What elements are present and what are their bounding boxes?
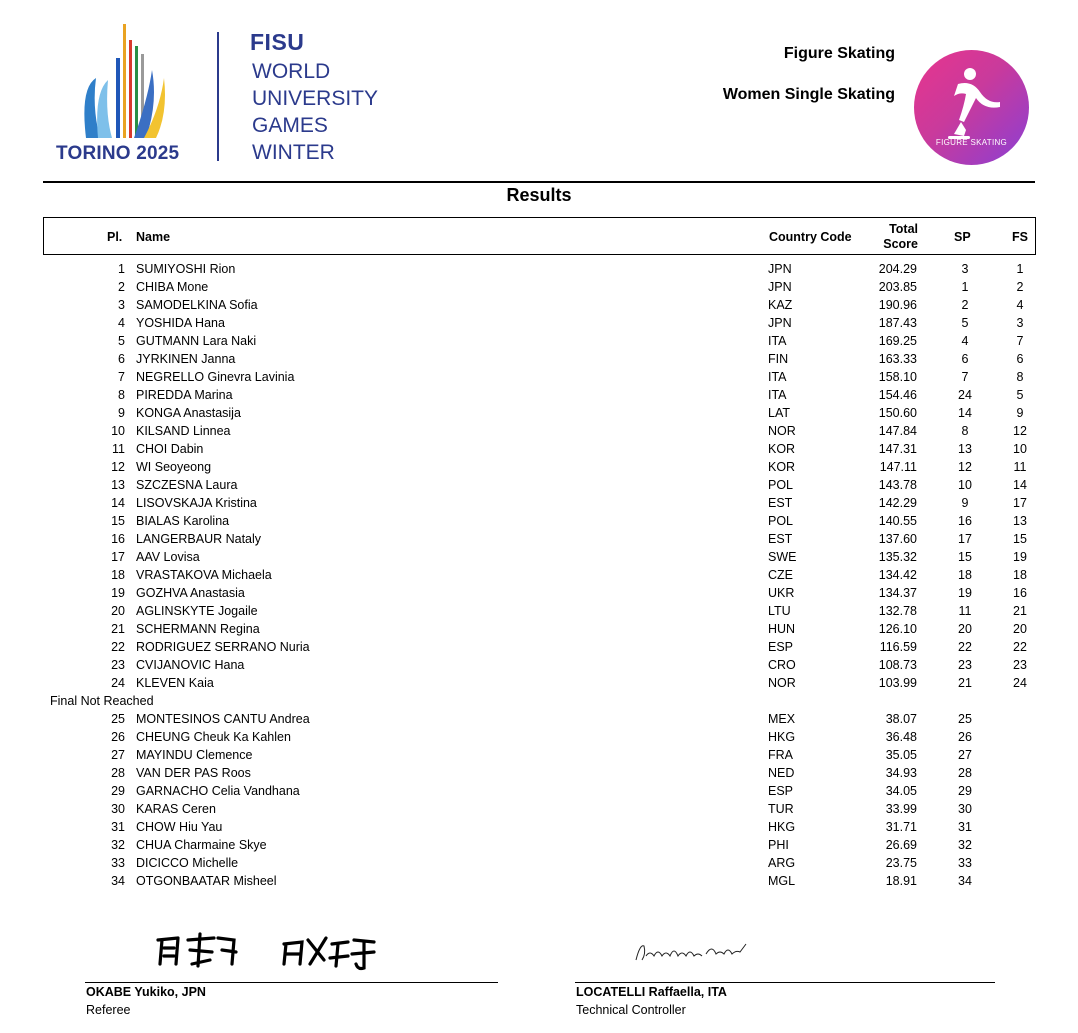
name-cell: KONGA Anastasija xyxy=(136,406,241,420)
section-label-final-not-reached: Final Not Reached xyxy=(50,694,154,708)
fs-rank-cell: 7 xyxy=(1016,334,1024,348)
name-cell: CHUA Charmaine Skye xyxy=(136,838,267,852)
total-score-cell: 18.91 xyxy=(885,874,917,888)
place-cell: 23 xyxy=(111,658,125,672)
place-cell: 31 xyxy=(111,820,125,834)
place-cell: 3 xyxy=(118,298,125,312)
sp-rank-cell: 7 xyxy=(961,370,969,384)
fs-rank-cell: 22 xyxy=(1013,640,1027,654)
section-row xyxy=(0,692,1078,710)
table-header xyxy=(43,217,1036,255)
name-cell: KARAS Ceren xyxy=(136,802,216,816)
country-code-cell: ITA xyxy=(768,370,787,384)
sp-rank-cell: 29 xyxy=(958,784,972,798)
sp-rank-cell: 16 xyxy=(958,514,972,528)
total-score-cell: 203.85 xyxy=(878,280,917,294)
country-code-cell: UKR xyxy=(768,586,795,600)
sp-rank-cell: 17 xyxy=(958,532,972,546)
place-cell: 29 xyxy=(111,784,125,798)
fs-rank-cell: 11 xyxy=(1013,460,1027,474)
sp-rank-cell: 12 xyxy=(958,460,972,474)
country-code-cell: MEX xyxy=(768,712,796,726)
country-code-cell: HUN xyxy=(768,622,796,636)
name-cell: GUTMANN Lara Naki xyxy=(136,334,257,348)
figure-skating-pictogram xyxy=(914,50,1029,165)
name-cell: DICICCO Michelle xyxy=(136,856,239,870)
total-score-cell: 38.07 xyxy=(885,712,917,726)
name-cell: MAYINDU Clemence xyxy=(136,748,253,762)
country-code-cell: ARG xyxy=(768,856,796,870)
sp-rank-cell: 3 xyxy=(961,262,969,276)
table-row xyxy=(0,314,1078,332)
sp-rank-cell: 28 xyxy=(958,766,972,780)
fs-rank-cell: 8 xyxy=(1016,370,1024,384)
name-cell: GARNACHO Celia Vandhana xyxy=(136,784,300,798)
country-code-cell: ITA xyxy=(768,334,787,348)
total-score-cell: 147.11 xyxy=(879,460,917,474)
sp-rank-cell: 26 xyxy=(958,730,972,744)
col-header-pl: Pl. xyxy=(107,230,123,244)
place-cell: 32 xyxy=(111,838,125,852)
sp-rank-cell: 24 xyxy=(958,388,972,402)
fs-rank-cell: 9 xyxy=(1016,406,1024,420)
name-cell: LANGERBAUR Nataly xyxy=(136,532,262,546)
place-cell: 4 xyxy=(118,316,125,330)
place-cell: 17 xyxy=(111,550,125,564)
place-cell: 2 xyxy=(118,280,125,294)
table-row xyxy=(0,602,1078,620)
table-row xyxy=(0,386,1078,404)
sp-rank-cell: 22 xyxy=(958,640,972,654)
total-score-cell: 134.42 xyxy=(878,568,917,582)
place-cell: 28 xyxy=(111,766,125,780)
country-code-cell: NOR xyxy=(768,424,796,438)
country-code-cell: POL xyxy=(768,514,794,528)
total-score-cell: 143.78 xyxy=(878,478,917,492)
table-row xyxy=(0,530,1078,548)
table-row xyxy=(0,440,1078,458)
total-score-cell: 135.32 xyxy=(878,550,917,564)
table-row xyxy=(0,404,1078,422)
col-header-total: Total xyxy=(889,222,918,236)
country-code-cell: FRA xyxy=(768,748,793,762)
country-code-cell: SWE xyxy=(768,550,797,564)
name-cell: LISOVSKAJA Kristina xyxy=(136,496,257,510)
table-row xyxy=(0,476,1078,494)
total-score-cell: 140.55 xyxy=(878,514,917,528)
fs-rank-cell: 15 xyxy=(1013,532,1027,546)
place-cell: 9 xyxy=(118,406,125,420)
pictogram-label: FIGURE SKATING xyxy=(935,138,1008,147)
technical-controller-role: Technical Controller xyxy=(576,1003,686,1017)
table-row xyxy=(0,818,1078,836)
fisu-line-1: WORLD xyxy=(252,60,331,83)
sp-rank-cell: 9 xyxy=(961,496,969,510)
name-cell: JYRKINEN Janna xyxy=(136,352,236,366)
place-cell: 21 xyxy=(111,622,125,636)
place-cell: 10 xyxy=(111,424,125,438)
place-cell: 12 xyxy=(111,460,125,474)
table-row xyxy=(0,782,1078,800)
table-row xyxy=(0,368,1078,386)
total-score-cell: 137.60 xyxy=(878,532,917,546)
sp-rank-cell: 6 xyxy=(961,352,969,366)
sp-rank-cell: 27 xyxy=(958,748,972,762)
referee-name: OKABE Yukiko, JPN xyxy=(86,985,206,999)
country-code-cell: FIN xyxy=(768,352,789,366)
fs-rank-cell: 13 xyxy=(1013,514,1027,528)
country-code-cell: HKG xyxy=(768,820,796,834)
total-score-cell: 103.99 xyxy=(878,676,917,690)
place-cell: 27 xyxy=(111,748,125,762)
total-score-cell: 34.05 xyxy=(885,784,917,798)
place-cell: 1 xyxy=(118,262,125,276)
table-row xyxy=(0,620,1078,638)
fs-rank-cell: 20 xyxy=(1013,622,1027,636)
fs-rank-cell: 18 xyxy=(1013,568,1027,582)
name-cell: GOZHVA Anastasia xyxy=(136,586,245,600)
sp-rank-cell: 32 xyxy=(958,838,972,852)
total-score-cell: 154.46 xyxy=(878,388,917,402)
sp-rank-cell: 13 xyxy=(958,442,972,456)
table-row xyxy=(0,764,1078,782)
place-cell: 19 xyxy=(111,586,125,600)
country-code-cell: MGL xyxy=(768,874,796,888)
total-score-cell: 147.84 xyxy=(878,424,917,438)
col-header-country: Country Code xyxy=(769,230,852,244)
total-score-cell: 158.10 xyxy=(878,370,917,384)
table-row xyxy=(0,422,1078,440)
total-score-cell: 35.05 xyxy=(885,748,917,762)
fs-rank-cell: 12 xyxy=(1013,424,1027,438)
total-score-cell: 204.29 xyxy=(878,262,917,276)
table-row xyxy=(0,728,1078,746)
place-cell: 22 xyxy=(111,640,125,654)
name-cell: MONTESINOS CANTU Andrea xyxy=(136,712,310,726)
country-code-cell: NOR xyxy=(768,676,796,690)
name-cell: KILSAND Linnea xyxy=(136,424,231,438)
name-cell: BIALAS Karolina xyxy=(136,514,230,528)
name-cell: SCHERMANN Regina xyxy=(136,622,260,636)
table-row xyxy=(0,332,1078,350)
logo-divider xyxy=(217,32,219,161)
place-cell: 7 xyxy=(118,370,125,384)
country-code-cell: KAZ xyxy=(768,298,793,312)
results-title: Results xyxy=(506,185,572,205)
total-score-cell: 34.93 xyxy=(885,766,917,780)
country-code-cell: EST xyxy=(768,532,793,546)
fs-rank-cell: 4 xyxy=(1016,298,1024,312)
total-score-cell: 33.99 xyxy=(885,802,917,816)
total-score-cell: 163.33 xyxy=(878,352,917,366)
total-score-cell: 190.96 xyxy=(878,298,917,312)
fisu-line-4: WINTER xyxy=(252,141,335,164)
sp-rank-cell: 4 xyxy=(961,334,969,348)
country-code-cell: PHI xyxy=(768,838,789,852)
place-cell: 20 xyxy=(111,604,125,618)
sp-rank-cell: 25 xyxy=(958,712,972,726)
fisu-line-2: UNIVERSITY xyxy=(252,87,379,110)
referee-role: Referee xyxy=(86,1003,131,1017)
total-score-cell: 108.73 xyxy=(878,658,917,672)
table-row xyxy=(0,656,1078,674)
total-score-cell: 31.71 xyxy=(885,820,917,834)
table-row xyxy=(0,260,1078,278)
fs-rank-cell: 16 xyxy=(1013,586,1027,600)
place-cell: 14 xyxy=(111,496,125,510)
name-cell: SAMODELKINA Sofia xyxy=(136,298,258,312)
fs-rank-cell: 2 xyxy=(1016,280,1024,294)
sp-rank-cell: 15 xyxy=(958,550,972,564)
name-cell: PIREDDA Marina xyxy=(136,388,233,402)
event-title: Figure Skating xyxy=(783,45,895,62)
country-code-cell: JPN xyxy=(768,316,792,330)
table-row xyxy=(0,674,1078,692)
sp-rank-cell: 1 xyxy=(961,280,969,294)
table-row xyxy=(0,494,1078,512)
table-row xyxy=(0,872,1078,890)
table-row xyxy=(0,296,1078,314)
fs-rank-cell: 24 xyxy=(1013,676,1027,690)
sp-rank-cell: 8 xyxy=(961,424,969,438)
table-row xyxy=(0,350,1078,368)
total-score-cell: 134.37 xyxy=(878,586,917,600)
country-code-cell: JPN xyxy=(768,280,792,294)
games-logo-text: TORINO 2025 xyxy=(56,143,180,164)
place-cell: 15 xyxy=(111,514,125,528)
technical-controller-name: LOCATELLI Raffaella, ITA xyxy=(576,985,727,999)
place-cell: 11 xyxy=(112,442,125,456)
table-row xyxy=(0,458,1078,476)
event-subtitle: Women Single Skating xyxy=(722,86,895,103)
sp-rank-cell: 33 xyxy=(958,856,972,870)
fs-rank-cell: 1 xyxy=(1016,262,1024,276)
country-code-cell: KOR xyxy=(768,460,796,474)
torino-flame-icon xyxy=(78,18,168,140)
table-row xyxy=(0,746,1078,764)
total-score-cell: 187.43 xyxy=(878,316,917,330)
sp-rank-cell: 5 xyxy=(961,316,969,330)
table-row xyxy=(0,584,1078,602)
table-row xyxy=(0,566,1078,584)
table-row xyxy=(0,800,1078,818)
total-score-cell: 36.48 xyxy=(885,730,917,744)
place-cell: 26 xyxy=(111,730,125,744)
sp-rank-cell: 20 xyxy=(958,622,972,636)
name-cell: CVIJANOVIC Hana xyxy=(136,658,245,672)
total-score-cell: 126.10 xyxy=(878,622,917,636)
place-cell: 34 xyxy=(111,874,125,888)
table-row xyxy=(0,278,1078,296)
name-cell: WI Seoyeong xyxy=(136,460,212,474)
total-score-cell: 132.78 xyxy=(878,604,917,618)
place-cell: 25 xyxy=(111,712,125,726)
technical-controller-signature xyxy=(632,940,752,971)
total-score-cell: 142.29 xyxy=(878,496,917,510)
fs-rank-cell: 17 xyxy=(1013,496,1027,510)
name-cell: AAV Lovisa xyxy=(136,550,200,564)
fs-rank-cell: 23 xyxy=(1013,658,1027,672)
country-code-cell: POL xyxy=(768,478,794,492)
games-logo xyxy=(78,18,168,140)
fs-rank-cell: 19 xyxy=(1013,550,1027,564)
fs-rank-cell: 21 xyxy=(1013,604,1027,618)
fs-rank-cell: 5 xyxy=(1016,388,1024,402)
country-code-cell: ITA xyxy=(768,388,787,402)
total-score-cell: 26.69 xyxy=(885,838,917,852)
country-code-cell: EST xyxy=(768,496,793,510)
referee-signature xyxy=(152,930,382,979)
results-list xyxy=(0,260,1078,890)
name-cell: YOSHIDA Hana xyxy=(136,316,225,330)
sp-rank-cell: 34 xyxy=(958,874,972,888)
country-code-cell: ESP xyxy=(768,784,794,798)
country-code-cell: LTU xyxy=(768,604,791,618)
place-cell: 24 xyxy=(111,676,125,690)
place-cell: 16 xyxy=(111,532,125,546)
name-cell: KLEVEN Kaia xyxy=(136,676,214,690)
name-cell: RODRIGUEZ SERRANO Nuria xyxy=(136,640,310,654)
place-cell: 8 xyxy=(118,388,125,402)
sp-rank-cell: 31 xyxy=(958,820,972,834)
country-code-cell: CRO xyxy=(768,658,796,672)
country-code-cell: TUR xyxy=(768,802,794,816)
figure-skater-icon xyxy=(914,50,1029,165)
name-cell: AGLINSKYTE Jogaile xyxy=(136,604,258,618)
sp-rank-cell: 18 xyxy=(958,568,972,582)
fs-rank-cell: 10 xyxy=(1013,442,1027,456)
total-score-cell: 23.75 xyxy=(885,856,917,870)
table-row xyxy=(0,548,1078,566)
name-cell: VRASTAKOVA Michaela xyxy=(136,568,272,582)
table-row xyxy=(0,836,1078,854)
sp-rank-cell: 10 xyxy=(958,478,972,492)
sp-rank-cell: 2 xyxy=(961,298,969,312)
fisu-line-3: GAMES xyxy=(252,114,328,137)
col-header-fs: FS xyxy=(1012,230,1028,244)
country-code-cell: CZE xyxy=(768,568,793,582)
name-cell: SUMIYOSHI Rion xyxy=(136,262,236,276)
place-cell: 6 xyxy=(118,352,125,366)
sp-rank-cell: 11 xyxy=(958,604,972,618)
total-score-cell: 169.25 xyxy=(878,334,917,348)
sp-rank-cell: 14 xyxy=(958,406,972,420)
place-cell: 33 xyxy=(111,856,125,870)
controller-sign-line xyxy=(575,982,995,983)
place-cell: 30 xyxy=(111,802,125,816)
header-rule xyxy=(43,181,1035,183)
name-cell: CHEUNG Cheuk Ka Kahlen xyxy=(136,730,291,744)
fisu-logo-label: FISU xyxy=(250,29,305,55)
col-header-score: Score xyxy=(883,237,918,251)
table-row xyxy=(0,638,1078,656)
country-code-cell: KOR xyxy=(768,442,796,456)
name-cell: SZCZESNA Laura xyxy=(136,478,238,492)
name-cell: CHOI Dabin xyxy=(136,442,204,456)
total-score-cell: 150.60 xyxy=(878,406,917,420)
name-cell: CHOW Hiu Yau xyxy=(136,820,223,834)
table-row xyxy=(0,854,1078,872)
country-code-cell: LAT xyxy=(768,406,790,420)
name-cell: VAN DER PAS Roos xyxy=(136,766,251,780)
total-score-cell: 147.31 xyxy=(878,442,917,456)
country-code-cell: JPN xyxy=(768,262,792,276)
table-row xyxy=(0,710,1078,728)
place-cell: 13 xyxy=(111,478,125,492)
name-cell: NEGRELLO Ginevra Lavinia xyxy=(136,370,295,384)
country-code-cell: HKG xyxy=(768,730,796,744)
name-cell: OTGONBAATAR Misheel xyxy=(136,874,277,888)
table-row xyxy=(0,512,1078,530)
sp-rank-cell: 21 xyxy=(958,676,972,690)
sp-rank-cell: 19 xyxy=(958,586,972,600)
sp-rank-cell: 23 xyxy=(958,658,972,672)
fs-rank-cell: 14 xyxy=(1013,478,1027,492)
place-cell: 18 xyxy=(111,568,125,582)
country-code-cell: ESP xyxy=(768,640,794,654)
place-cell: 5 xyxy=(118,334,125,348)
fs-rank-cell: 3 xyxy=(1016,316,1024,330)
referee-sign-line xyxy=(85,982,498,983)
sp-rank-cell: 30 xyxy=(958,802,972,816)
col-header-name: Name xyxy=(136,230,171,244)
country-code-cell: NED xyxy=(768,766,795,780)
col-header-sp: SP xyxy=(954,230,971,244)
name-cell: CHIBA Mone xyxy=(136,280,209,294)
total-score-cell: 116.59 xyxy=(879,640,917,654)
fs-rank-cell: 6 xyxy=(1016,352,1024,366)
